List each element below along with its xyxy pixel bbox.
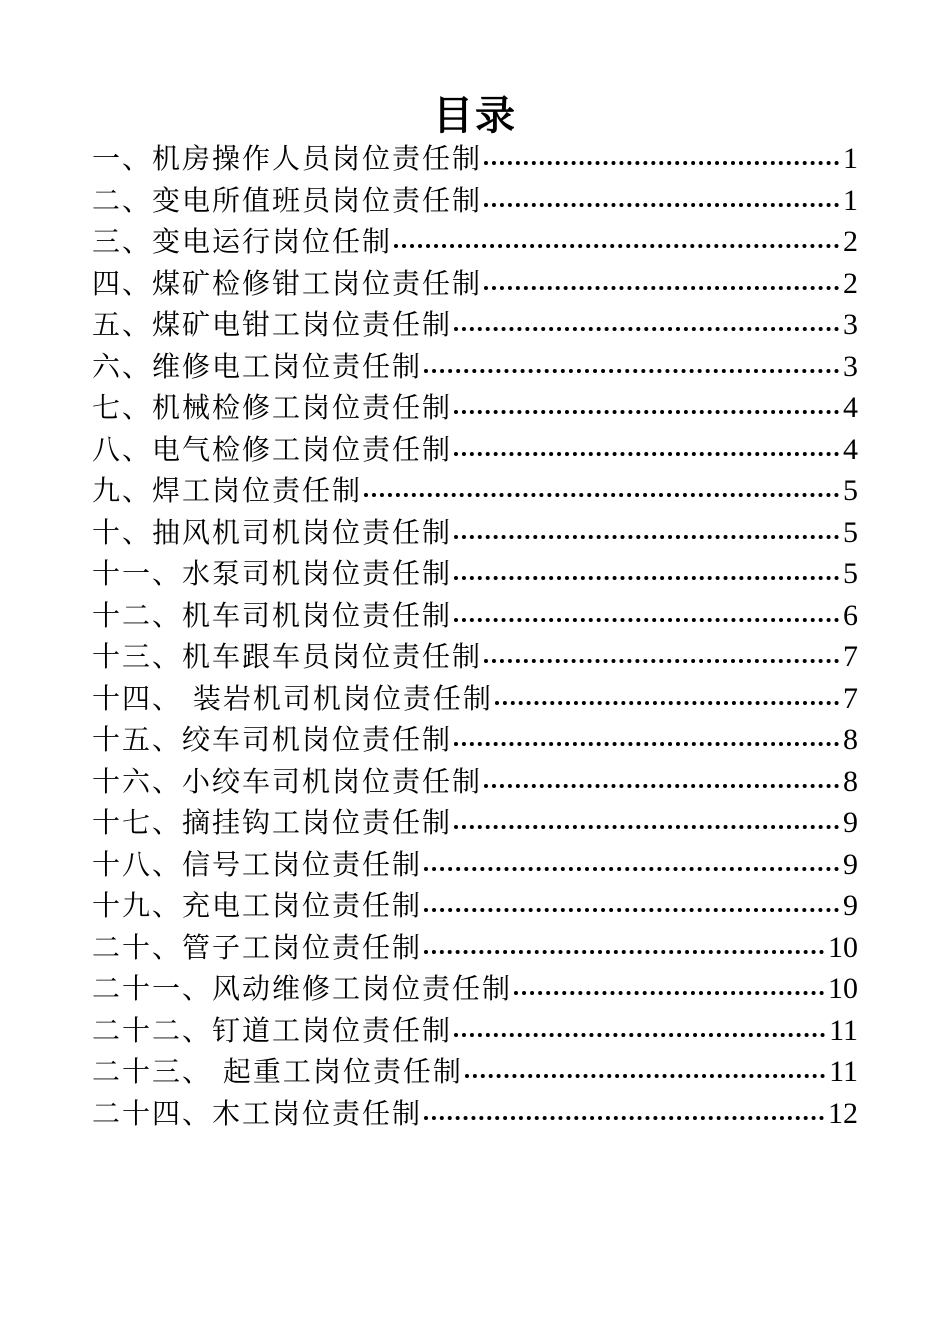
toc-entry-label: 二十、管子工岗位责任制 [92,930,423,964]
toc-entry[interactable] [92,678,858,720]
toc-entry[interactable] [92,927,858,969]
dot-leader [514,991,824,995]
dot-leader [454,576,839,580]
dot-leader [454,452,839,456]
toc-entry-label: 十九、充电工岗位责任制 [92,889,423,922]
toc-entry-page-number: 6 [843,598,858,632]
dot-leader [454,410,839,414]
toc-entry-label: 二、变电所值班员岗位责任制 [92,183,483,217]
toc-entry-page-number: 11 [829,1055,858,1088]
toc-entry[interactable] [92,304,858,346]
dot-leader [454,618,839,622]
toc-entry-page-number: 4 [843,432,858,466]
toc-entry-page-number: 7 [843,681,858,715]
dot-leader [454,742,839,746]
toc-entry-page-number: 9 [843,847,858,881]
dot-leader [454,825,839,829]
toc-entry-page-number: 5 [843,515,858,549]
toc-entry-label: 九、焊工岗位责任制 [92,474,363,507]
toc-entry-page-number: 9 [843,806,858,839]
toc-entry-label: 七、机械检修工岗位责任制 [92,391,453,424]
toc-entry-page-number: 3 [843,349,858,383]
toc-entry-label: 六、维修电工岗位责任制 [92,349,423,383]
toc-entry-label: 一、机房操作人员岗位责任制 [92,142,483,175]
toc-entry[interactable] [92,1093,858,1135]
toc-entry[interactable] [92,221,858,263]
toc-entry-page-number: 1 [843,183,858,217]
dot-leader [424,867,839,871]
toc-entry-page-number: 2 [843,266,858,300]
toc-entry-label: 十五、绞车司机岗位责任制 [92,723,453,756]
toc-entry-label: 十、抽风机司机岗位责任制 [92,515,453,549]
toc-entry[interactable] [92,885,858,927]
toc-entry-label: 二十二、钉道工岗位责任制 [92,1013,453,1047]
dot-leader [484,161,839,165]
toc-entry[interactable] [92,968,858,1010]
dot-leader [454,1033,825,1037]
toc-entry[interactable] [92,180,858,222]
toc-entry-page-number: 4 [843,391,858,424]
toc-entry-page-number: 5 [843,474,858,507]
toc-entry-label: 八、电气检修工岗位责任制 [92,432,453,466]
toc-entry-page-number: 12 [828,1096,858,1130]
toc-entry[interactable] [92,636,858,678]
toc-entry[interactable] [92,429,858,471]
toc-entry-label: 二十一、风动维修工岗位责任制 [92,972,513,1005]
dot-leader [424,908,839,912]
toc-entry-label: 三、变电运行岗位任制 [92,225,393,258]
toc-entry-page-number: 11 [829,1013,858,1047]
toc-entry-label: 四、煤矿检修钳工岗位责任制 [92,266,483,300]
dot-leader [465,1074,825,1078]
dot-leader [484,659,839,663]
dot-leader [424,1116,824,1120]
toc-entry-page-number: 8 [843,723,858,756]
dot-leader [364,493,839,497]
toc-entry[interactable] [92,553,858,595]
toc-entry-label: 十三、机车跟车员岗位责任制 [92,640,483,673]
toc-entry-label: 十二、机车司机岗位责任制 [92,598,453,632]
toc-entry[interactable] [92,512,858,554]
toc-entry-label: 十八、信号工岗位责任制 [92,847,423,881]
dot-leader [484,784,839,788]
toc-entry[interactable] [92,470,858,512]
toc-entry-label: 十六、小绞车司机岗位责任制 [92,764,483,798]
toc-entry-label: 十一、水泵司机岗位责任制 [92,557,453,590]
toc-entry-page-number: 1 [843,142,858,175]
toc-entry-page-number: 8 [843,764,858,798]
toc-entry[interactable] [92,802,858,844]
dot-leader [454,327,839,331]
toc-entry[interactable] [92,138,858,180]
toc-entry-label: 二十四、木工岗位责任制 [92,1096,423,1130]
toc-entry[interactable] [92,844,858,886]
toc-entry-page-number: 9 [843,889,858,922]
toc-entry-page-number: 5 [843,557,858,590]
toc-title: 目录 [433,92,517,139]
toc-entry[interactable] [92,387,858,429]
toc-entry[interactable] [92,761,858,803]
toc-entry-page-number: 10 [828,930,858,964]
toc-entry-label: 二十三、 起重工岗位责任制 [92,1055,463,1088]
toc-entry-page-number: 2 [843,225,858,258]
toc-entry-page-number: 10 [828,972,858,1005]
toc-entry[interactable] [92,1010,858,1052]
toc-entry-label: 十四、 装岩机司机岗位责任制 [92,681,493,715]
toc-entry-page-number: 7 [843,640,858,673]
toc-entry[interactable] [92,1051,858,1093]
toc-entry[interactable] [92,719,858,761]
toc-list [92,138,858,1134]
toc-entry-label: 十七、摘挂钩工岗位责任制 [92,806,453,839]
dot-leader [424,369,839,373]
dot-leader [495,701,839,705]
dot-leader [484,286,839,290]
dot-leader [424,950,824,954]
dot-leader [454,535,839,539]
toc-entry-page-number: 3 [843,308,858,341]
toc-entry[interactable] [92,263,858,305]
toc-entry[interactable] [92,346,858,388]
dot-leader [484,203,839,207]
toc-entry[interactable] [92,595,858,637]
dot-leader [394,244,839,248]
toc-entry-label: 五、煤矿电钳工岗位责任制 [92,308,453,341]
